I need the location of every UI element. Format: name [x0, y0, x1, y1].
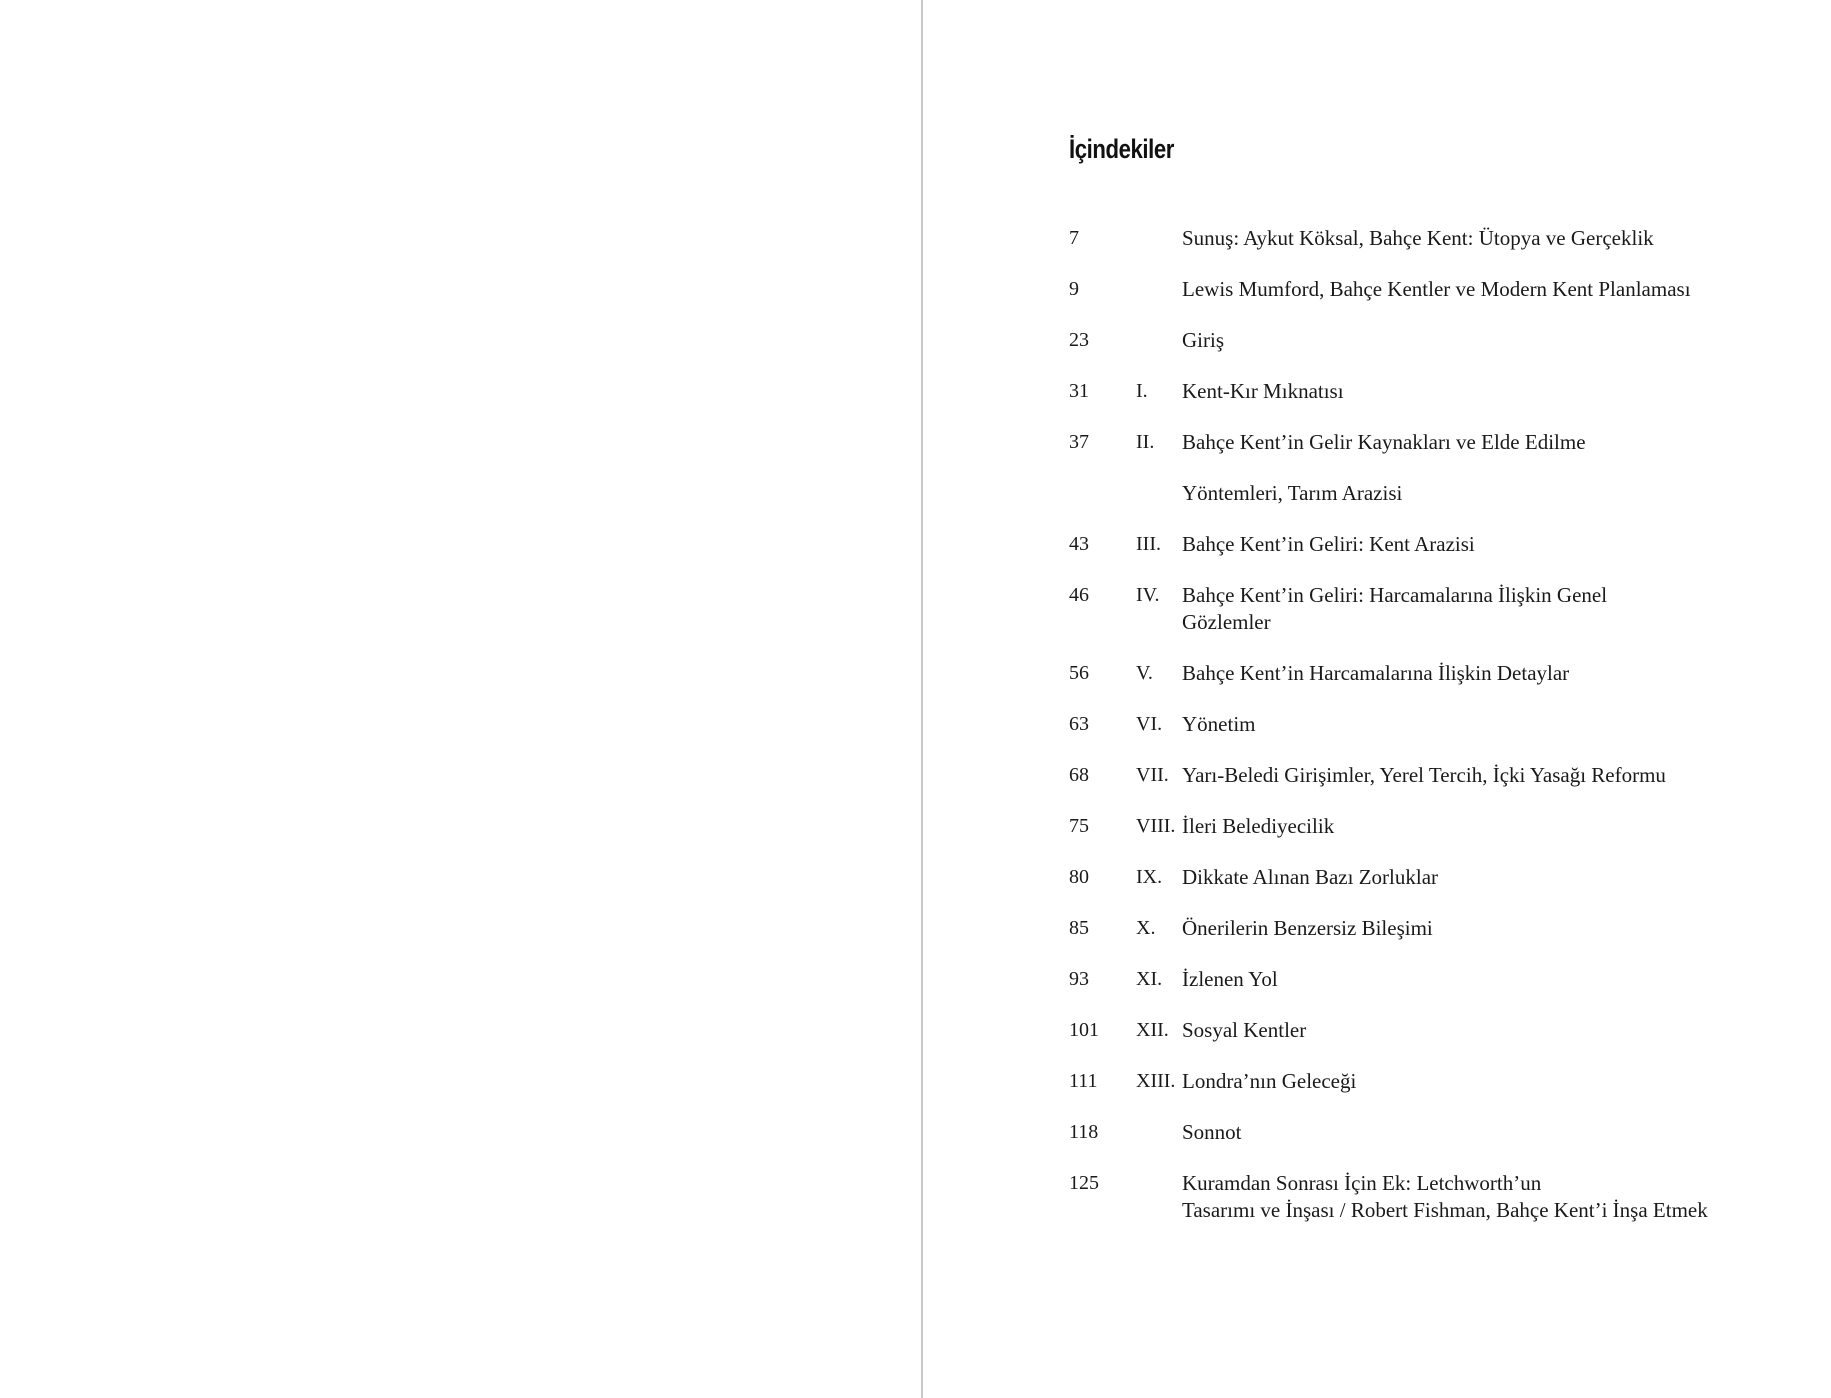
toc-page-number: 56 — [1069, 662, 1089, 684]
toc-chapter-number: VI. — [1136, 713, 1163, 735]
toc-chapter-number: I. — [1136, 380, 1148, 402]
toc-page-number: 125 — [1069, 1172, 1099, 1194]
toc-page-number: 80 — [1069, 866, 1089, 888]
toc-entry — [1069, 1068, 1809, 1095]
toc-entry-title: Bahçe Kent’in Harcamalarına İlişkin Detaylar — [1182, 661, 1570, 685]
toc-entry — [1069, 582, 1809, 636]
toc-page-number: 9 — [1069, 278, 1079, 300]
toc-chapter-number: X. — [1136, 917, 1156, 939]
toc-page-number: 118 — [1069, 1121, 1099, 1143]
toc-entry — [1069, 864, 1809, 891]
toc-title: İçindekiler — [1069, 134, 1175, 164]
toc-entry — [1069, 378, 1809, 405]
toc-entry-title: Sonnot — [1182, 1120, 1242, 1144]
toc-entry — [1069, 225, 1809, 252]
toc-page-number: 23 — [1069, 329, 1089, 351]
toc-entry-title: İzlenen Yol — [1182, 967, 1278, 991]
toc-page-number: 93 — [1069, 968, 1089, 990]
toc-entry-title: Yöntemleri, Tarım Arazisi — [1182, 481, 1403, 505]
toc-entry-title: Bahçe Kent’in Geliri: Kent Arazisi — [1182, 532, 1475, 556]
toc-chapter-number: IX. — [1136, 866, 1163, 888]
toc-entry — [1069, 429, 1809, 456]
toc-entry-title: Londra’nın Geleceği — [1182, 1069, 1357, 1093]
toc-entry — [1069, 276, 1809, 303]
toc-page-number: 43 — [1069, 533, 1089, 555]
right-page — [923, 0, 1831, 1388]
toc-entry — [1069, 813, 1809, 840]
toc-chapter-number: III. — [1136, 533, 1161, 555]
toc-entry-title: Kent-Kır Mıknatısı — [1182, 379, 1344, 403]
toc-chapter-number: VIII. — [1136, 815, 1176, 837]
toc-entry — [1069, 480, 1809, 507]
toc-entry-title: İleri Belediyecilik — [1182, 814, 1335, 838]
toc-page-number: 46 — [1069, 584, 1089, 606]
toc-chapter-number: IV. — [1136, 584, 1160, 606]
toc-entry-title: Kuramdan Sonrası İçin Ek: Letchworth’un Tasarımı ve İnşası / Robert Fishman, Bahçe Kent’i İnşa Etmek — [1182, 1171, 1708, 1222]
toc-entry — [1069, 1119, 1809, 1146]
toc-entry — [1069, 915, 1809, 942]
toc-chapter-number: XIII. — [1136, 1070, 1176, 1092]
toc-entry — [1069, 660, 1809, 687]
toc-chapter-number: VII. — [1136, 764, 1169, 786]
toc-chapter-number: V. — [1136, 662, 1153, 684]
toc-page-number: 101 — [1069, 1019, 1099, 1041]
toc-entry-title: Sunuş: Aykut Köksal, Bahçe Kent: Ütopya ve Gerçeklik — [1182, 226, 1654, 250]
toc-entry — [1069, 966, 1809, 993]
toc-entry — [1069, 711, 1809, 738]
toc-entry-title: Lewis Mumford, Bahçe Kentler ve Modern Kent Planlaması — [1182, 277, 1691, 301]
toc-page-number: 37 — [1069, 431, 1089, 453]
toc-entry — [1069, 1017, 1809, 1044]
toc-entry-title: Sosyal Kentler — [1182, 1018, 1307, 1042]
toc-list — [1069, 225, 1809, 1248]
toc-entry-title: Giriş — [1182, 328, 1224, 352]
toc-entry — [1069, 531, 1809, 558]
toc-page-number: 7 — [1069, 227, 1079, 249]
toc-entry-title: Dikkate Alınan Bazı Zorluklar — [1182, 865, 1439, 889]
toc-chapter-number: XI. — [1136, 968, 1163, 990]
toc-page-number: 85 — [1069, 917, 1089, 939]
toc-entry-title: Bahçe Kent’in Geliri: Harcamalarına İlişkin Genel Gözlemler — [1182, 583, 1608, 634]
toc-chapter-number: II. — [1136, 431, 1155, 453]
left-page — [0, 0, 920, 1388]
toc-page-number: 111 — [1069, 1070, 1098, 1092]
toc-page-number: 63 — [1069, 713, 1089, 735]
toc-page-number: 75 — [1069, 815, 1089, 837]
toc-entry-title: Yarı-Beledi Girişimler, Yerel Tercih, İçki Yasağı Reformu — [1182, 763, 1666, 787]
toc-page-number: 31 — [1069, 380, 1089, 402]
toc-page-number: 68 — [1069, 764, 1089, 786]
toc-entry — [1069, 327, 1809, 354]
toc-entry-title: Yönetim — [1182, 712, 1256, 736]
toc-entry — [1069, 762, 1809, 789]
toc-chapter-number: XII. — [1136, 1019, 1169, 1041]
toc-entry — [1069, 1170, 1809, 1224]
toc-entry-title: Önerilerin Benzersiz Bileşimi — [1182, 916, 1433, 940]
toc-entry-title: Bahçe Kent’in Gelir Kaynakları ve Elde Edilme — [1182, 430, 1586, 454]
